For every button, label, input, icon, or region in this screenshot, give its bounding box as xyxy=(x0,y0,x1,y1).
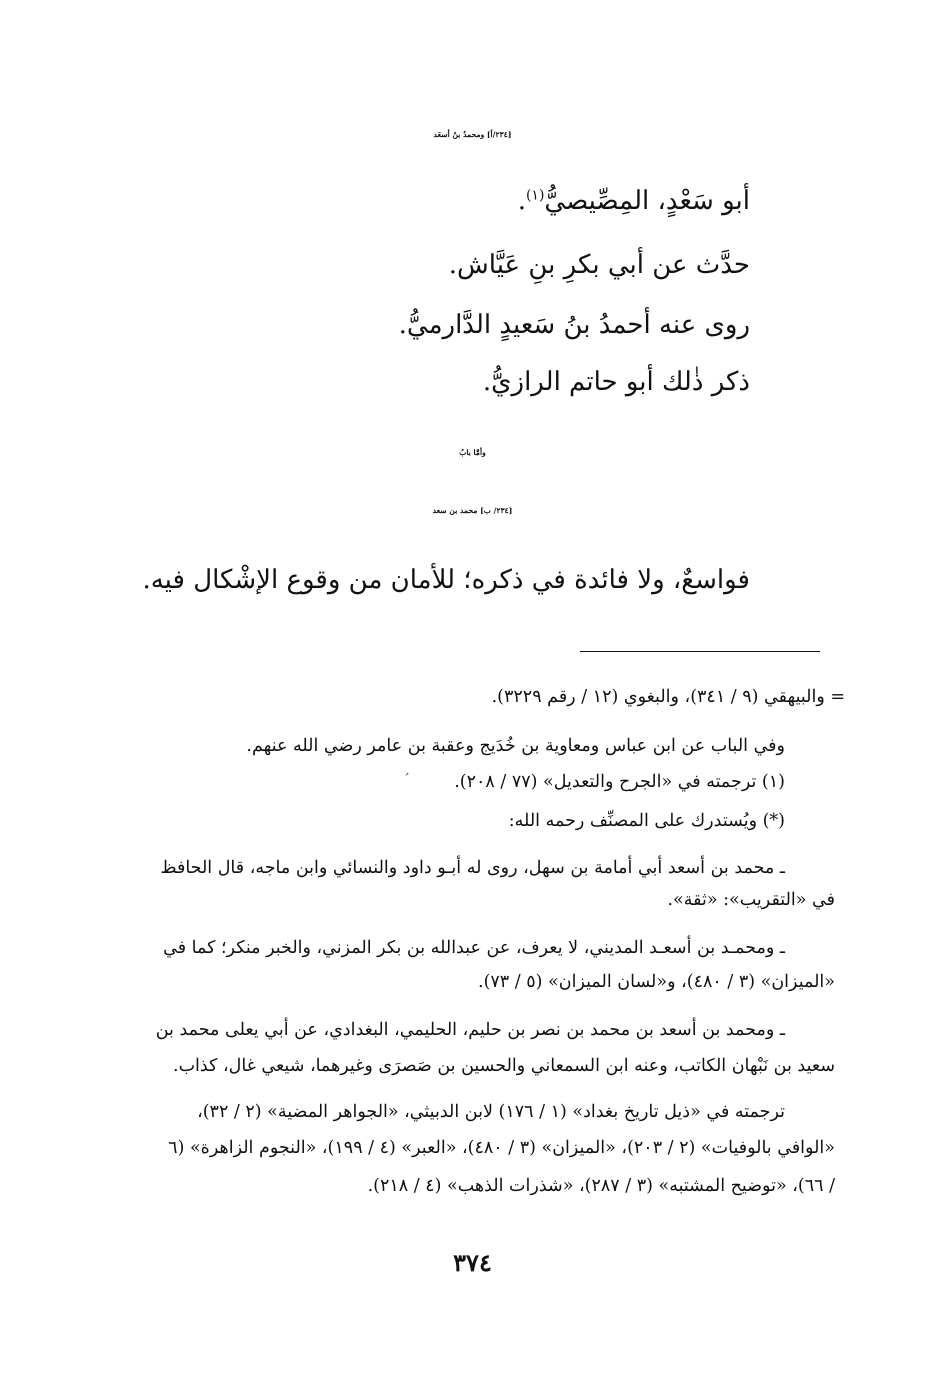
footnote-line-13: / ٦٦)، «توضيح المشتبه» (٣ / ٢٨٧)، «شذرات الذهب» (٤ / ٢١٨). xyxy=(367,1176,835,1196)
entry-234a-line-1-end: . xyxy=(517,186,526,216)
entry-234a-line-4: ذكر ذٰلك أبو حاتم الرازيُّ. xyxy=(482,367,750,397)
footnote-line-5: ـ محمد بن أسعد أبي أمامة بن سهل، روى له أبـو داود والنسائي وابن ماجه، قال الحافظ xyxy=(160,858,785,878)
footnote-line-9: ـ ومحمد بن أسعد بن محمد بن نصر بن حليم، الحليمي، البغدادي، عن أبي يعلى محمد بن xyxy=(155,1020,785,1040)
marginal-tick-mark: ˊ xyxy=(403,772,410,788)
footnote-line-12: «الوافي بالوفيات» (٢ / ٢٠٣)، «الميزان» (٣ / ٤٨٠)، «العبر» (٤ / ١٩٩)، «النجوم الزاهرة» (٦ xyxy=(168,1138,835,1158)
footnote-line-1: = والبيهقي (٩ / ٣٤١)، والبغوي (١٢ / رقم ٣٢٢٩). xyxy=(491,687,845,707)
entry-234a-line-1 xyxy=(518,186,750,216)
footnote-line-6: في «التقريب»: «ثقة». xyxy=(667,890,835,910)
section-heading: وأمَّا بابُ xyxy=(459,448,486,457)
footnote-line-11: ترجمته في «ذيل تاريخ بغداد» (١ / ١٧٦) لابن الدبيثي، «الجواهر المضية» (٢ / ٣٢)، xyxy=(197,1102,785,1122)
page-number: ٣٧٤ xyxy=(453,1248,492,1277)
footnote-line-8: «الميزان» (٣ / ٤٨٠)، و«لسان الميزان» (٥ / ٧٣). xyxy=(478,972,835,992)
entry-heading-234b: [٢٣٤/ ب] محمد بن سعد xyxy=(432,506,513,515)
entry-heading-234a: [٢٣٤/أ] ومحمدُ بنُ أسعَد xyxy=(433,130,512,139)
footnote-line-7: ـ ومحمـد بن أسعـد المديني، لا يعرف، عن عبدالله بن بكر المزني، والخبر منكر؛ كما في xyxy=(163,938,785,958)
entry-234a-line-2: حدَّث عن أبي بكرِ بنِ عَيَّاش. xyxy=(448,250,750,280)
footnote-ref-1: (١) xyxy=(525,187,545,204)
footnote-separator xyxy=(580,651,820,652)
footnote-line-2: وفي الباب عن ابن عباس ومعاوية بن خُدَيج وعقبة بن عامر رضي الله عنهم. xyxy=(246,736,785,756)
footnote-line-4: (*) ويُستدرك على المصنِّف رحمه الله: xyxy=(508,811,785,831)
footnote-line-10: سعيد بن نَبْهان الكاتب، وعنه ابن السمعاني والحسين بن صَصرَى وغيرهما، شيعي غال، كذاب. xyxy=(173,1056,835,1076)
entry-234a-line-1-text: أبو سَعْدٍ، المِصِّيصيُّ xyxy=(544,186,750,216)
entry-234a-line-3: روى عنه أحمدُ بنُ سَعيدٍ الدَّارميُّ. xyxy=(398,310,750,340)
footnote-line-3: (١) ترجمته في «الجرح والتعديل» (٧٧ / ٢٠٨). xyxy=(454,772,785,792)
entry-234b-line: فواسعٌ، ولا فائدة في ذكره؛ للأمان من وقوع الإشْكال فيه. xyxy=(142,565,750,595)
